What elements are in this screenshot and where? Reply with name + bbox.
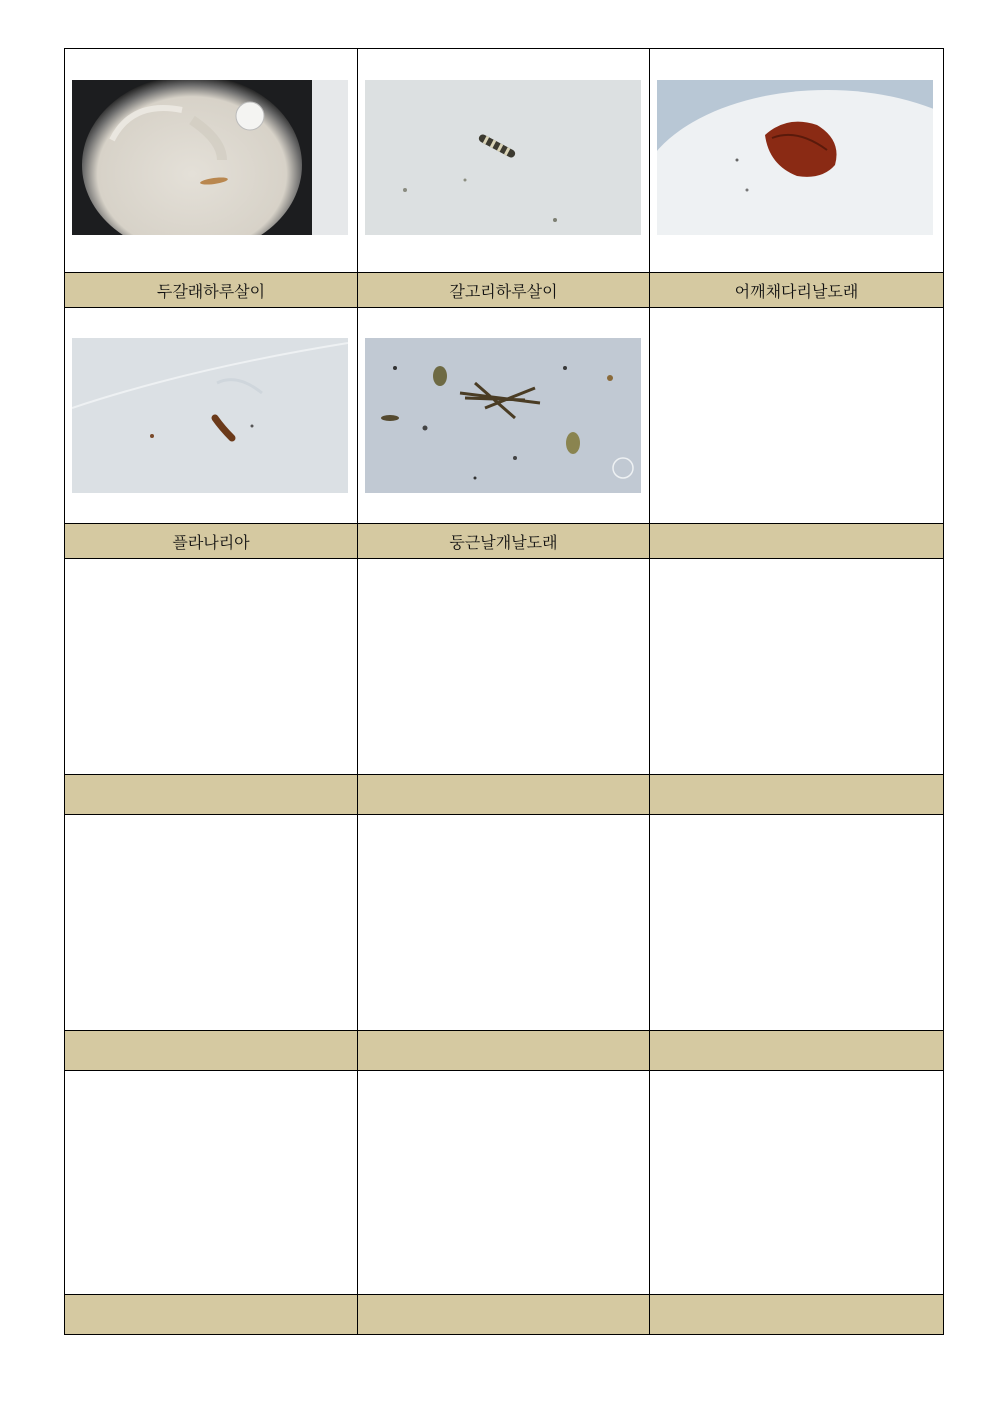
empty-photo-cell [358, 559, 650, 775]
mayfly-larva-in-dish-photo [72, 80, 348, 235]
specimen-label [65, 1295, 358, 1335]
empty-photo-cell [650, 559, 944, 775]
specimen-label [650, 1031, 944, 1071]
label-row [65, 1295, 944, 1335]
planaria-photo [72, 338, 348, 493]
specimen-label [65, 1031, 358, 1071]
specimen-label [358, 1031, 650, 1071]
empty-photo-cell [650, 308, 944, 524]
specimen-label [650, 1295, 944, 1335]
empty-photo-cell [358, 1071, 650, 1295]
photo-cell [65, 49, 358, 273]
empty-photo-cell [65, 559, 358, 775]
specimen-label [650, 524, 944, 559]
photo-cell [358, 308, 650, 524]
specimen-table [64, 48, 944, 1335]
specimen-label [650, 775, 944, 815]
specimen-label [358, 775, 650, 815]
empty-photo-cell [358, 815, 650, 1031]
label-row [65, 273, 944, 308]
photo-row [65, 49, 944, 273]
label-row [65, 775, 944, 815]
photo-row [65, 815, 944, 1031]
photo-cell [358, 49, 650, 273]
caddisfly-case-debris-photo [365, 338, 641, 493]
photo-row [65, 308, 944, 524]
photo-row [65, 1071, 944, 1295]
label-row [65, 524, 944, 559]
specimen-label [358, 1295, 650, 1335]
mayfly-larva-striped-photo [365, 80, 641, 235]
empty-photo-cell [650, 1071, 944, 1295]
specimen-label: 플라나리아 [65, 524, 358, 559]
empty-photo-cell [65, 1071, 358, 1295]
empty-photo-cell [65, 815, 358, 1031]
label-row [65, 1031, 944, 1071]
specimen-label [65, 775, 358, 815]
specimen-label: 두갈래하루살이 [65, 273, 358, 308]
caddisfly-case-leaf-photo [657, 80, 933, 235]
specimen-label: 어깨채다리날도래 [650, 273, 944, 308]
empty-photo-cell [650, 815, 944, 1031]
photo-cell [650, 49, 944, 273]
specimen-label: 둥근날개날도래 [358, 524, 650, 559]
photo-cell [65, 308, 358, 524]
photo-row [65, 559, 944, 775]
specimen-label: 갈고리하루살이 [358, 273, 650, 308]
